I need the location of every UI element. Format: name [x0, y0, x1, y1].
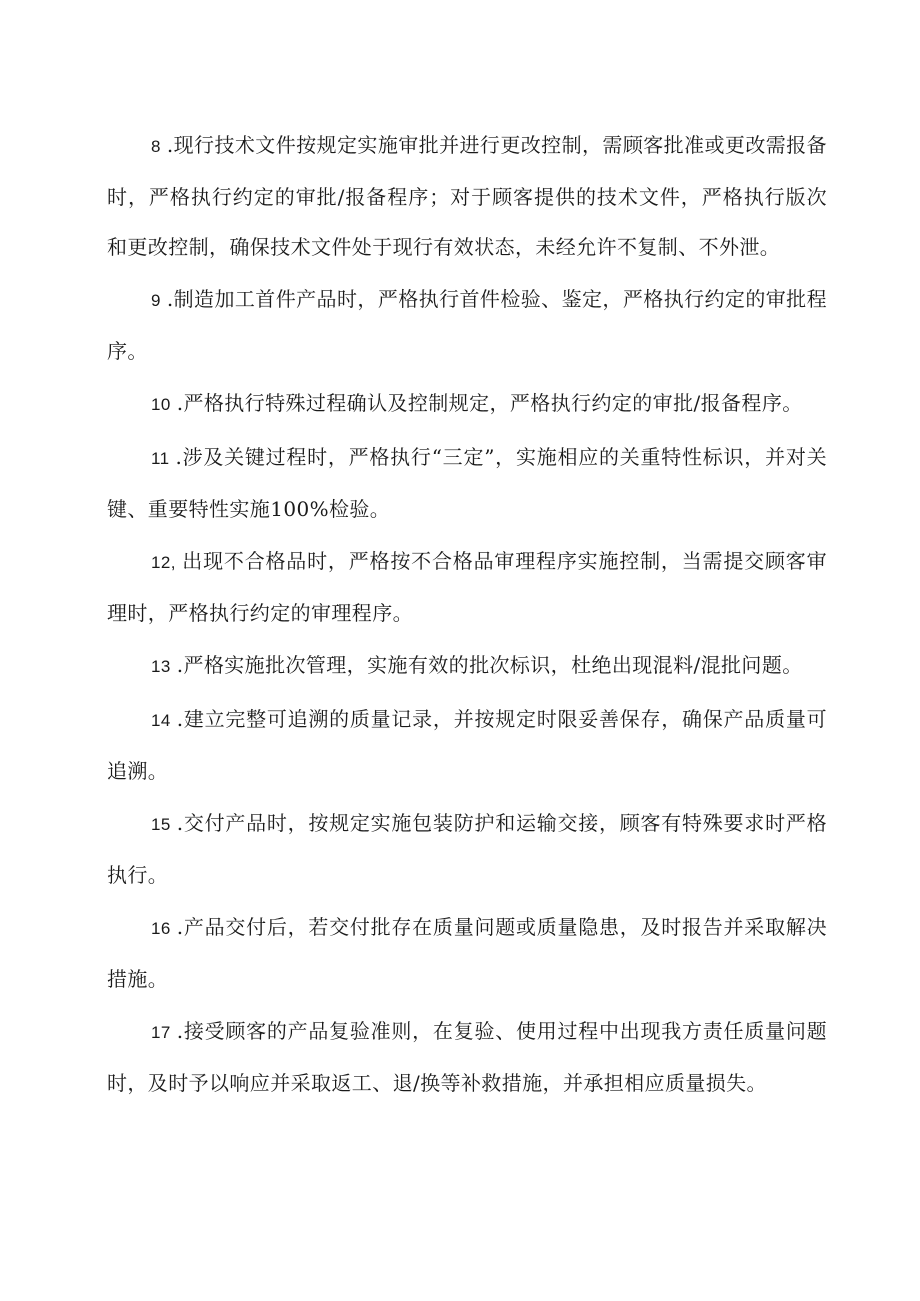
clause-10	[107, 378, 827, 430]
clause-text: .制造加工首件产品时，严格执行首件检验、鉴定，严格执行约定的审批程序。	[107, 287, 827, 363]
clause-text: .交付产品时，按规定实施包装防护和运输交接，顾客有特殊要求时严格执行。	[107, 811, 827, 887]
clause-17	[107, 1006, 827, 1108]
clause-text: .严格执行特殊过程确认及控制规定，严格执行约定的审批/报备程序。	[176, 391, 803, 415]
document-body	[107, 120, 827, 1110]
clause-14	[107, 694, 827, 796]
clause-15	[107, 798, 827, 900]
clause-8	[107, 120, 827, 272]
clause-text: .现行技术文件按规定实施审批并进行更改控制，需顾客批准或更改需报备时，严格执行约定的审批/报备程序；对于顾客提供的技术文件，严格执行版次和更改控制，确保技术文件处于现行有效状态，未经允许不复制、不外泄。	[107, 133, 827, 259]
clause-number: 16	[151, 919, 171, 938]
clause-text: .严格实施批次管理，实施有效的批次标识，杜绝出现混料/混批问题。	[176, 653, 803, 677]
clause-text: .涉及关键过程时，严格执行“三定”，实施相应的关重特性标识，并对关键、重要特性实施100%检验。	[107, 445, 827, 521]
clause-text: .建立完整可追溯的质量记录，并按规定时限妥善保存，确保产品质量可追溯。	[107, 707, 827, 783]
clause-text: .接受顾客的产品复验准则，在复验、使用过程中出现我方责任质量问题时，及时予以响应并采取返工、退/换等补救措施，并承担相应质量损失。	[107, 1019, 827, 1095]
clause-13	[107, 640, 827, 692]
clause-number: 9	[151, 291, 161, 310]
clause-text: .产品交付后，若交付批存在质量问题或质量隐患，及时报告并采取解决措施。	[107, 915, 827, 991]
clause-number: 11	[151, 449, 170, 468]
clause-9	[107, 274, 827, 376]
clause-number: 14	[151, 711, 171, 730]
clause-text: 出现不合格品时，严格按不合格品审理程序实施控制，当需提交顾客审理时，严格执行约定的审理程序。	[107, 549, 827, 625]
clause-12	[107, 536, 827, 638]
clause-number: 17	[151, 1023, 171, 1042]
clause-number: 10	[151, 395, 171, 414]
clause-11	[107, 432, 827, 534]
clause-number: 15	[151, 815, 171, 834]
clause-number: 13	[151, 657, 171, 676]
clause-number: 12,	[151, 553, 176, 572]
clause-16	[107, 902, 827, 1004]
clause-number: 8	[151, 137, 161, 156]
